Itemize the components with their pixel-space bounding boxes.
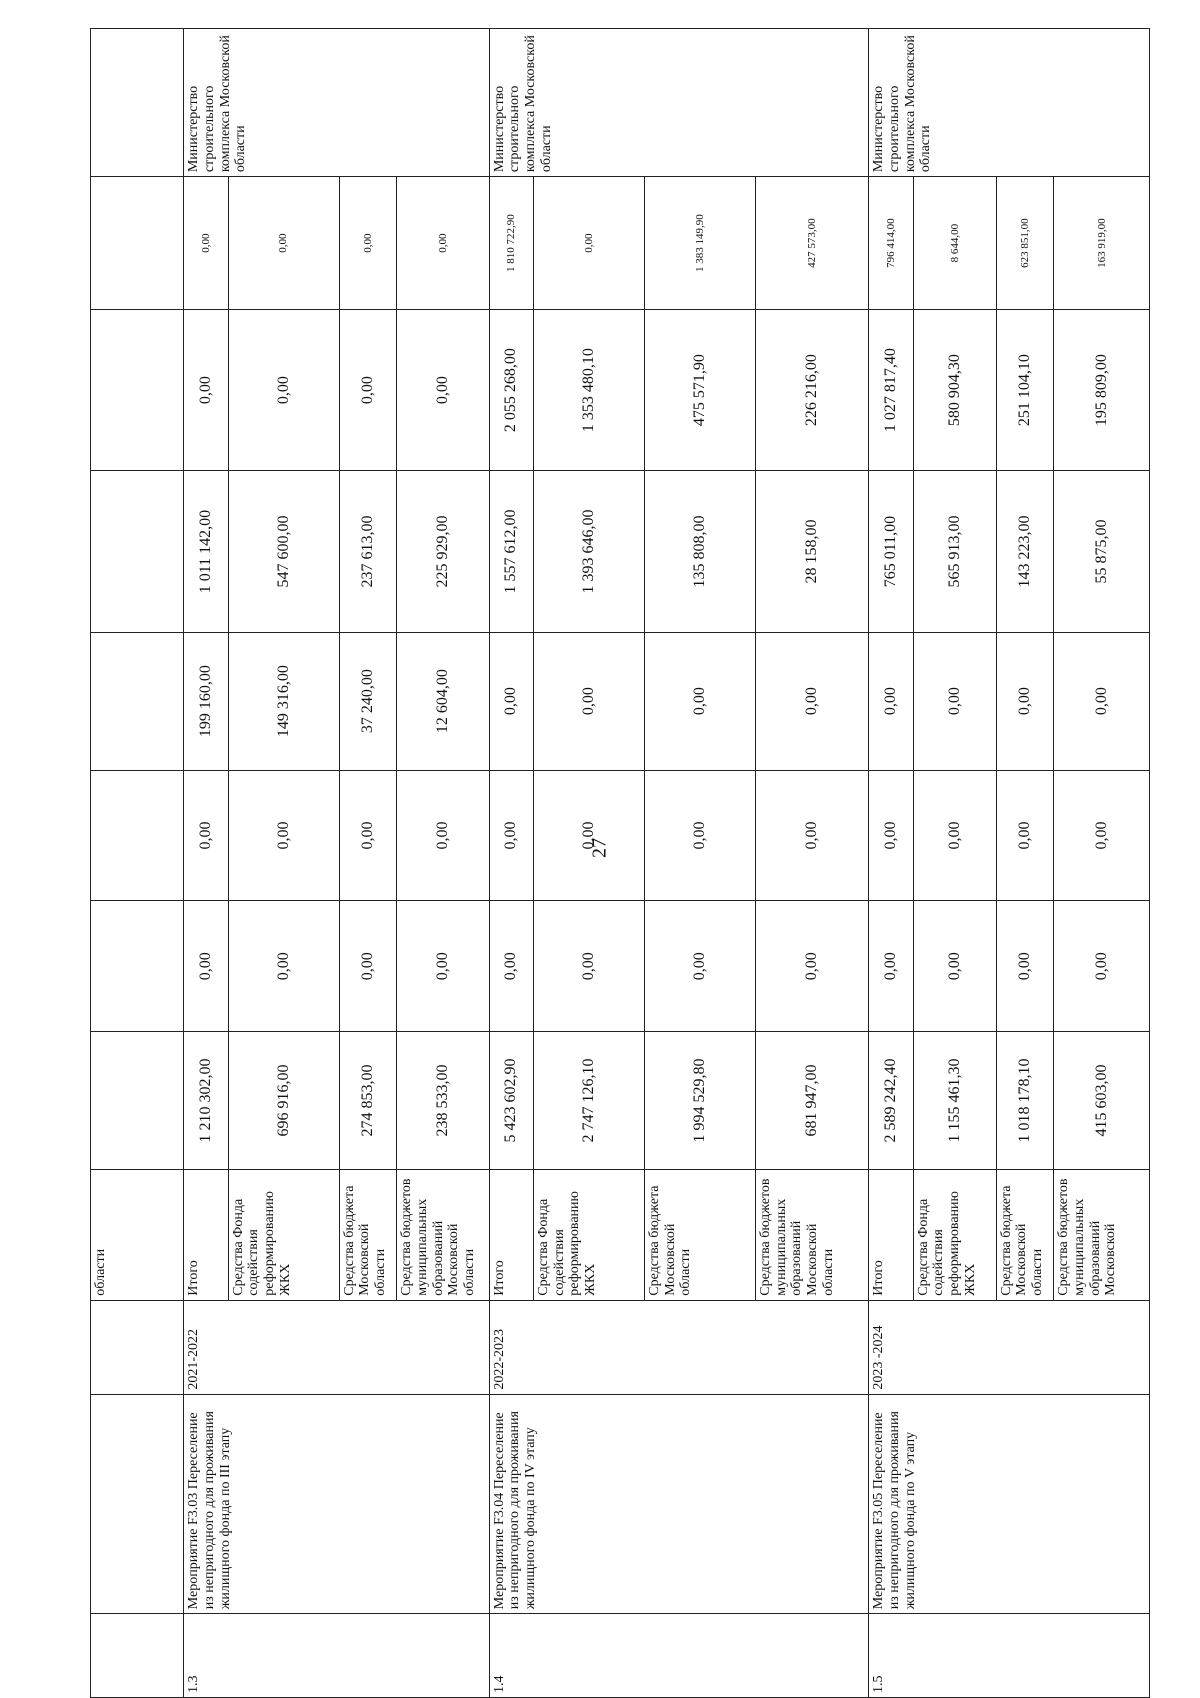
amount-cell-6: 1 353 480,10 [534, 309, 645, 470]
table-row [869, 29, 913, 1698]
event-name-cell: Мероприятие F3.03 Переселение из непригодного для проживания жилищного фонда по III этапу [184, 1394, 490, 1614]
budget-table [90, 28, 1150, 1698]
funding-source-cell: Средства Фонда содействия реформированию ЖКХ [913, 1169, 996, 1300]
amount-cell-6: 226 216,00 [756, 309, 869, 470]
amount-cell-3: 0,00 [869, 770, 913, 901]
cell-empty [91, 471, 184, 632]
amount-cell-4: 12 604,00 [397, 632, 489, 770]
amount-cell-7: 623 851,00 [996, 177, 1054, 310]
years-cell: 2021-2022 [184, 1300, 490, 1394]
amount-cell-2: 0,00 [913, 901, 996, 1032]
amount-cell-4: 0,00 [869, 632, 913, 770]
amount-cell-4: 0,00 [489, 632, 533, 770]
amount-cell-4: 0,00 [645, 632, 756, 770]
amount-cell-7: 0,00 [339, 177, 397, 310]
row-number-cell: 1.5 [869, 1614, 1150, 1698]
funding-source-cell: Средства Фонда содействия реформированию ЖКХ [534, 1169, 645, 1300]
amount-cell-6: 0,00 [397, 309, 489, 470]
amount-cell-6: 580 904,30 [913, 309, 996, 470]
amount-cell-5: 1 011 142,00 [184, 471, 228, 632]
row-number-cell: 1.4 [489, 1614, 868, 1698]
executor-cell: Министерство строительного комплекса Московской области [869, 29, 1150, 177]
amount-cell-7: 1 383 149,90 [645, 177, 756, 310]
amount-cell-2: 0,00 [869, 901, 913, 1032]
amount-cell-1: 2 747 126,10 [534, 1032, 645, 1170]
amount-cell-1: 1 210 302,00 [184, 1032, 228, 1170]
page-number: 27 [588, 838, 611, 858]
amount-cell-2: 0,00 [228, 901, 339, 1032]
amount-cell-2: 0,00 [397, 901, 489, 1032]
cell-empty [91, 1614, 184, 1698]
amount-cell-3: 0,00 [184, 770, 228, 901]
amount-cell-3: 0,00 [397, 770, 489, 901]
amount-cell-4: 0,00 [996, 632, 1054, 770]
rotated-table-container [90, 28, 1150, 1698]
funding-source-cell: Средства Фонда содействия реформированию ЖКХ [228, 1169, 339, 1300]
amount-cell-2: 0,00 [756, 901, 869, 1032]
amount-cell-7: 0,00 [184, 177, 228, 310]
row-number-cell: 1.3 [184, 1614, 490, 1698]
years-cell: 2023 -2024 [869, 1300, 1150, 1394]
amount-cell-4: 0,00 [913, 632, 996, 770]
amount-cell-3: 0,00 [996, 770, 1054, 901]
cell-empty [91, 632, 184, 770]
cell-empty [91, 29, 184, 177]
funding-source-cell: Средства бюджетов муниципальных образований Московской [1054, 1169, 1150, 1300]
amount-cell-6: 0,00 [184, 309, 228, 470]
amount-cell-4: 0,00 [756, 632, 869, 770]
amount-cell-2: 0,00 [534, 901, 645, 1032]
amount-cell-7: 8 644,00 [913, 177, 996, 310]
amount-cell-7: 796 414,00 [869, 177, 913, 310]
amount-cell-6: 475 571,90 [645, 309, 756, 470]
amount-cell-6: 251 104,10 [996, 309, 1054, 470]
executor-cell: Министерство строительного комплекса Московской области [489, 29, 868, 177]
amount-cell-3: 0,00 [645, 770, 756, 901]
amount-cell-7: 163 919,00 [1054, 177, 1150, 310]
amount-cell-6: 0,00 [339, 309, 397, 470]
amount-cell-2: 0,00 [996, 901, 1054, 1032]
source-label-cell: области [91, 1169, 184, 1300]
cell-empty [91, 177, 184, 310]
amount-cell-2: 0,00 [339, 901, 397, 1032]
amount-cell-2: 0,00 [1054, 901, 1150, 1032]
amount-cell-6: 2 055 268,00 [489, 309, 533, 470]
amount-cell-1: 238 533,00 [397, 1032, 489, 1170]
amount-cell-7: 0,00 [534, 177, 645, 310]
funding-source-cell: Итого [184, 1169, 228, 1300]
amount-cell-4: 199 160,00 [184, 632, 228, 770]
amount-cell-5: 135 808,00 [645, 471, 756, 632]
amount-cell-1: 274 853,00 [339, 1032, 397, 1170]
amount-cell-7: 0,00 [228, 177, 339, 310]
amount-cell-5: 547 600,00 [228, 471, 339, 632]
funding-source-cell: Итого [489, 1169, 533, 1300]
amount-cell-4: 37 240,00 [339, 632, 397, 770]
table-body [91, 29, 1150, 1698]
funding-source-cell: Средства бюджетов муниципальных образований Московской области [756, 1169, 869, 1300]
funding-source-cell: Итого [869, 1169, 913, 1300]
amount-cell-5: 225 929,00 [397, 471, 489, 632]
amount-cell-3: 0,00 [913, 770, 996, 901]
funding-source-cell: Средства бюджета Московской области [996, 1169, 1054, 1300]
cell-empty [91, 901, 184, 1032]
funding-source-cell: Средства бюджета Московской области [339, 1169, 397, 1300]
cell-empty [91, 309, 184, 470]
amount-cell-1: 1 155 461,30 [913, 1032, 996, 1170]
amount-cell-5: 565 913,00 [913, 471, 996, 632]
executor-cell: Министерство строительного комплекса Московской области [184, 29, 490, 177]
amount-cell-5: 765 011,00 [869, 471, 913, 632]
funding-source-cell: Средства бюджета Московской области [645, 1169, 756, 1300]
amount-cell-1: 681 947,00 [756, 1032, 869, 1170]
amount-cell-4: 149 316,00 [228, 632, 339, 770]
amount-cell-7: 427 573,00 [756, 177, 869, 310]
amount-cell-2: 0,00 [489, 901, 533, 1032]
amount-cell-1: 415 603,00 [1054, 1032, 1150, 1170]
cell-empty [91, 1032, 184, 1170]
amount-cell-3: 0,00 [339, 770, 397, 901]
amount-cell-2: 0,00 [184, 901, 228, 1032]
amount-cell-1: 696 916,00 [228, 1032, 339, 1170]
table-row [184, 29, 228, 1698]
amount-cell-5: 237 613,00 [339, 471, 397, 632]
table-row [489, 29, 533, 1698]
cell-empty [91, 1394, 184, 1614]
header-continuation-row [91, 29, 184, 1698]
event-name-cell: Мероприятие F3.04 Переселение из непригодного для проживания жилищного фонда по IV этапу [489, 1394, 868, 1614]
amount-cell-3: 0,00 [534, 770, 645, 901]
amount-cell-4: 0,00 [1054, 632, 1150, 770]
amount-cell-1: 2 589 242,40 [869, 1032, 913, 1170]
amount-cell-2: 0,00 [645, 901, 756, 1032]
cell-empty [91, 1300, 184, 1394]
amount-cell-5: 55 875,00 [1054, 471, 1150, 632]
amount-cell-5: 1 557 612,00 [489, 471, 533, 632]
amount-cell-1: 5 423 602,90 [489, 1032, 533, 1170]
amount-cell-3: 0,00 [756, 770, 869, 901]
amount-cell-7: 1 810 722,90 [489, 177, 533, 310]
amount-cell-5: 28 158,00 [756, 471, 869, 632]
amount-cell-3: 0,00 [228, 770, 339, 901]
amount-cell-1: 1 994 529,80 [645, 1032, 756, 1170]
years-cell: 2022-2023 [489, 1300, 868, 1394]
amount-cell-6: 1 027 817,40 [869, 309, 913, 470]
amount-cell-7: 0,00 [397, 177, 489, 310]
funding-source-cell: Средства бюджетов муниципальных образований Московской области [397, 1169, 489, 1300]
amount-cell-4: 0,00 [534, 632, 645, 770]
cell-empty [91, 770, 184, 901]
amount-cell-6: 0,00 [228, 309, 339, 470]
amount-cell-6: 195 809,00 [1054, 309, 1150, 470]
event-name-cell: Мероприятие F3.05 Переселение из непригодного для проживания жилищного фонда по V этапу [869, 1394, 1150, 1614]
amount-cell-5: 143 223,00 [996, 471, 1054, 632]
amount-cell-3: 0,00 [1054, 770, 1150, 901]
amount-cell-5: 1 393 646,00 [534, 471, 645, 632]
amount-cell-1: 1 018 178,10 [996, 1032, 1054, 1170]
amount-cell-3: 0,00 [489, 770, 533, 901]
